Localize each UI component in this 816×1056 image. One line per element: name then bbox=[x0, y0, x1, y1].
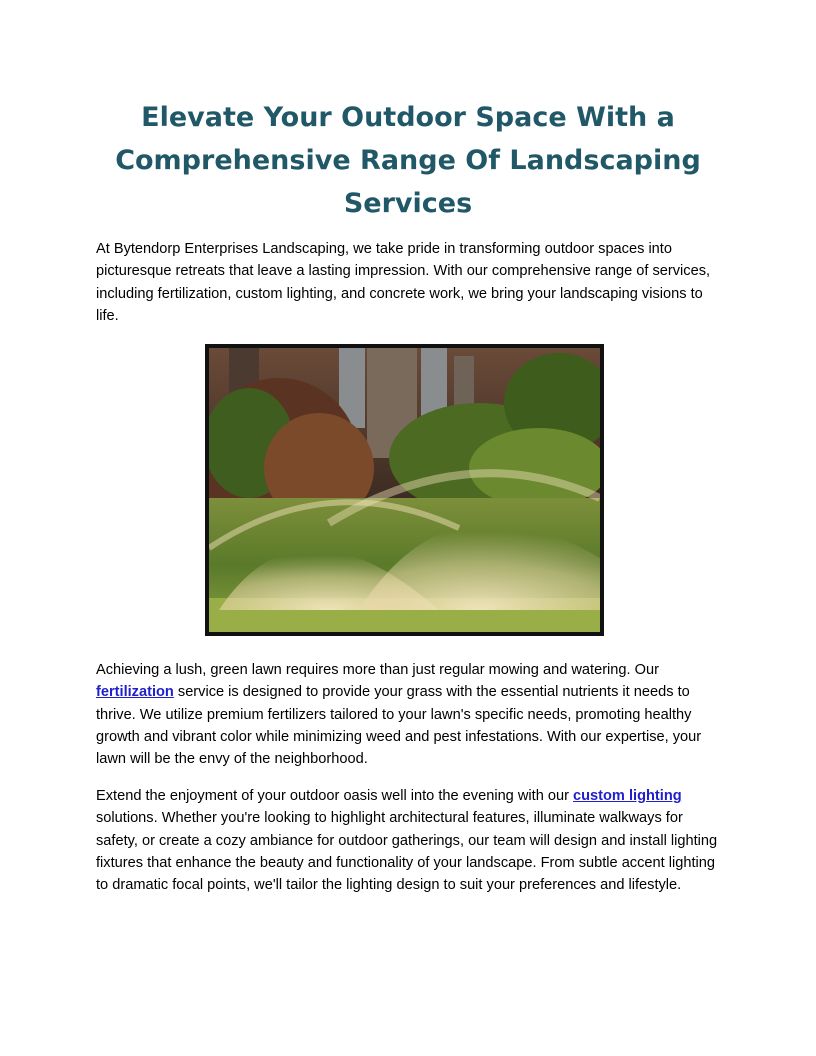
fertilization-link[interactable]: fertilization bbox=[96, 684, 174, 701]
fertilization-text-before: Achieving a lush, green lawn requires more than just regular mowing and watering. Our bbox=[96, 662, 659, 678]
lawn-sprinkler-photo bbox=[205, 344, 604, 636]
lighting-text-before: Extend the enjoyment of your outdoor oasis well into the evening with our bbox=[96, 788, 574, 804]
fertilization-text-after: service is designed to provide your grass with the essential nutrients it needs to thrive. We utilize premium fertilizers tailored to your lawn's specific needs, promoting healthy growth and vibrant color while minimizing weed and pest infestations. With our expertise, your lawn will be the envy of the neighborhood. bbox=[96, 684, 702, 768]
lighting-paragraph bbox=[96, 785, 720, 896]
intro-paragraph: At Bytendorp Enterprises Landscaping, we take pride in transforming outdoor spaces into picturesque retreats that leave a lasting impression. With our comprehensive range of services, including fertilization, custom lighting, and concrete work, we bring your landscaping visions to life. bbox=[96, 241, 711, 324]
custom-lighting-link[interactable]: custom lighting bbox=[573, 788, 682, 804]
page-title: Elevate Your Outdoor Space With a Comprehensive Range Of Landscaping Services bbox=[115, 102, 701, 219]
fertilization-paragraph bbox=[96, 659, 720, 770]
lawn-sprinkler-illustration bbox=[209, 348, 600, 632]
lighting-text-after: solutions. Whether you're looking to highlight architectural features, illuminate walkways for safety, or create a cozy ambiance for outdoor gatherings, our team will design and install lighting fixtures that enhance the beauty and functionality of your landscape. From subtle accent lighting to dramatic focal points, we'll tailor the lighting design to suit your preferences and lifestyle. bbox=[96, 810, 718, 894]
